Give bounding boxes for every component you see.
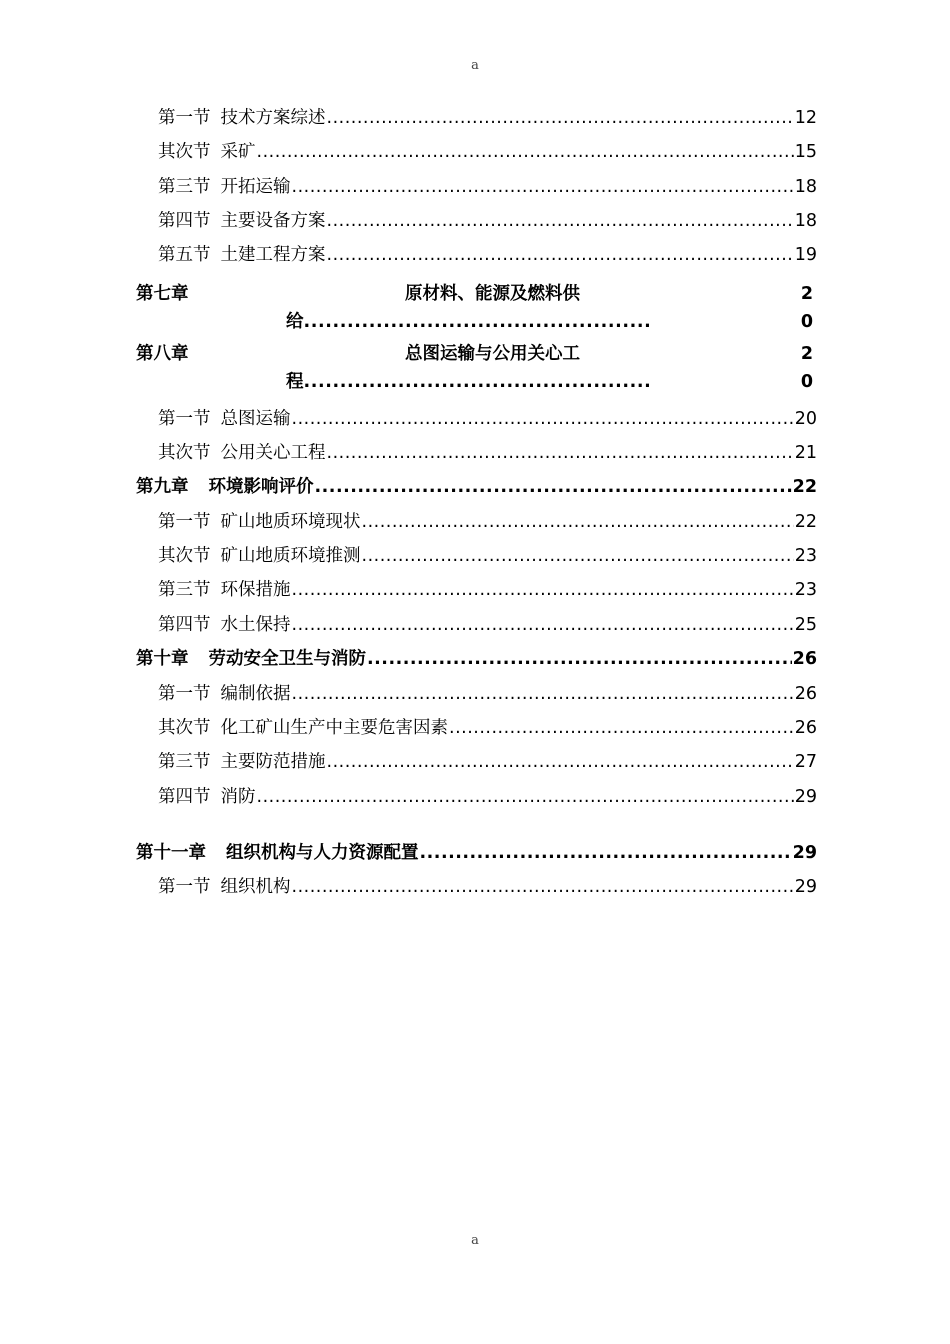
entry-title: 开拓运输: [220, 177, 291, 197]
toc-chapter-entry[interactable]: [136, 841, 817, 865]
toc-section-entry[interactable]: [158, 682, 817, 706]
entry-title: 公用关心工程: [220, 443, 326, 463]
page-number: 19: [794, 245, 817, 265]
chapter-number: 第七章: [136, 284, 189, 304]
entry-number: 第五节: [158, 245, 211, 265]
entry-label: [158, 441, 326, 465]
dot-leader: [420, 841, 792, 865]
dot-leader: [327, 750, 794, 774]
page-number: 21: [794, 443, 817, 463]
entry-label: [158, 875, 291, 899]
entry-title: 主要设备方案: [220, 211, 326, 231]
page-number: 22: [792, 477, 817, 497]
entry-label: [158, 209, 326, 233]
entry-title: 水土保持: [220, 615, 291, 635]
toc-section-entry[interactable]: [158, 716, 817, 740]
page-number: 29: [794, 877, 817, 897]
page-number: 22: [794, 512, 817, 532]
dot-leader: [304, 312, 652, 332]
dot-leader: [304, 372, 652, 392]
entry-title: 消防: [220, 787, 256, 807]
entry-title: 矿山地质环境推测: [220, 546, 361, 566]
toc-chapter-entry[interactable]: [136, 342, 817, 398]
entry-number: 其次节: [158, 443, 211, 463]
page-number: 29: [794, 787, 817, 807]
entry-label: [136, 841, 419, 865]
toc-section-entry[interactable]: [158, 140, 817, 164]
entry-number: 第一节: [158, 684, 211, 704]
entry-title: 环保措施: [220, 580, 291, 600]
dot-leader: [327, 106, 794, 130]
entry-label: [158, 682, 291, 706]
entry-number: 其次节: [158, 718, 211, 738]
chapter-title-continuation: [286, 370, 651, 394]
toc-section-entry[interactable]: [158, 243, 817, 267]
toc-section-entry[interactable]: [158, 510, 817, 534]
page-number: 23: [794, 580, 817, 600]
entry-label: [158, 578, 291, 602]
entry-label: [158, 613, 291, 637]
entry-label: [158, 106, 326, 130]
page-number-part: 0: [800, 372, 813, 392]
toc-section-entry[interactable]: [158, 875, 817, 899]
toc-section-entry[interactable]: [158, 750, 817, 774]
entry-label: [158, 750, 326, 774]
page-number: 25: [794, 615, 817, 635]
chapter-title-continuation: [286, 310, 651, 334]
page-number: 20: [794, 409, 817, 429]
entry-number: 其次节: [158, 142, 211, 162]
entry-title: 组织机构: [220, 877, 291, 897]
dot-leader: [292, 578, 794, 602]
entry-number: 第三节: [158, 752, 211, 772]
entry-number: 第四节: [158, 615, 211, 635]
page-footer-mark: a: [471, 1233, 479, 1248]
dot-leader: [292, 875, 794, 899]
page-number-part: 2: [800, 284, 813, 304]
entry-number: 第四节: [158, 787, 211, 807]
entry-title: 采矿: [220, 142, 256, 162]
page-number: 18: [794, 211, 817, 231]
toc-section-entry[interactable]: [158, 544, 817, 568]
entry-title: 土建工程方案: [220, 245, 326, 265]
toc-section-entry[interactable]: [158, 578, 817, 602]
dot-leader: [257, 140, 794, 164]
dot-leader: [327, 209, 794, 233]
entry-title: 编制依据: [220, 684, 291, 704]
entry-label: [158, 544, 361, 568]
page-header-mark: a: [471, 58, 479, 73]
toc-section-entry[interactable]: [158, 175, 817, 199]
entry-label: [158, 407, 291, 431]
entry-title: 环境影响评价: [208, 477, 314, 497]
dot-leader: [327, 441, 794, 465]
entry-title: 主要防范措施: [220, 752, 326, 772]
page-number: 26: [794, 684, 817, 704]
entry-title: 矿山地质环境现状: [220, 512, 361, 532]
entry-number: 第三节: [158, 177, 211, 197]
dot-leader: [292, 407, 794, 431]
page-number-part: 2: [800, 344, 813, 364]
page-number: 26: [794, 718, 817, 738]
entry-title: 总图运输: [220, 409, 291, 429]
chapter-title-last-char: 给: [286, 312, 304, 332]
entry-number: 第一节: [158, 877, 211, 897]
dot-leader: [292, 682, 794, 706]
entry-title: 劳动安全卫生与消防: [208, 649, 366, 669]
dot-leader: [327, 243, 794, 267]
dot-leader: [449, 716, 794, 740]
entry-number: 第十章: [136, 649, 189, 669]
toc-section-entry[interactable]: [158, 441, 817, 465]
page-number: 23: [794, 546, 817, 566]
entry-label: [158, 140, 256, 164]
entry-label: [158, 175, 291, 199]
chapter-title: 原材料、能源及燃料供: [405, 284, 580, 304]
dot-leader: [367, 647, 792, 671]
chapter-title-last-char: 程: [286, 372, 304, 392]
entry-label: [136, 475, 314, 499]
toc-section-entry[interactable]: [158, 407, 817, 431]
entry-label: [158, 716, 448, 740]
toc-chapter-entry[interactable]: [136, 475, 817, 499]
entry-title: 组织机构与人力资源配置: [226, 843, 419, 863]
entry-label: [158, 785, 256, 809]
dot-leader: [292, 613, 794, 637]
toc-section-entry[interactable]: [158, 106, 817, 130]
page-number-part: 0: [800, 312, 813, 332]
entry-number: 第三节: [158, 580, 211, 600]
chapter-number: 第八章: [136, 344, 189, 364]
page-number: 29: [792, 843, 817, 863]
entry-title: 技术方案综述: [220, 108, 326, 128]
entry-label: [136, 647, 366, 671]
page-number: 27: [794, 752, 817, 772]
entry-number: 第十一章: [136, 843, 206, 863]
toc-section-entry[interactable]: [158, 209, 817, 233]
entry-number: 第一节: [158, 409, 211, 429]
entry-number: 第一节: [158, 512, 211, 532]
entry-number: 第一节: [158, 108, 211, 128]
toc-section-entry[interactable]: [158, 785, 817, 809]
page-number: 26: [792, 649, 817, 669]
dot-leader: [362, 510, 794, 534]
toc-chapter-entry[interactable]: [136, 647, 817, 671]
entry-number: 其次节: [158, 546, 211, 566]
chapter-title: 总图运输与公用关心工: [405, 344, 580, 364]
toc-chapter-entry[interactable]: [136, 282, 817, 338]
entry-number: 第四节: [158, 211, 211, 231]
page-number: 18: [794, 177, 817, 197]
toc-section-entry[interactable]: [158, 613, 817, 637]
dot-leader: [362, 544, 794, 568]
entry-title: 化工矿山生产中主要危害因素: [220, 718, 448, 738]
dot-leader: [292, 175, 794, 199]
entry-label: [158, 243, 326, 267]
entry-label: [158, 510, 361, 534]
dot-leader: [315, 475, 792, 499]
page-number: 12: [794, 108, 817, 128]
entry-number: 第九章: [136, 477, 189, 497]
page-number: 15: [794, 142, 817, 162]
dot-leader: [257, 785, 794, 809]
